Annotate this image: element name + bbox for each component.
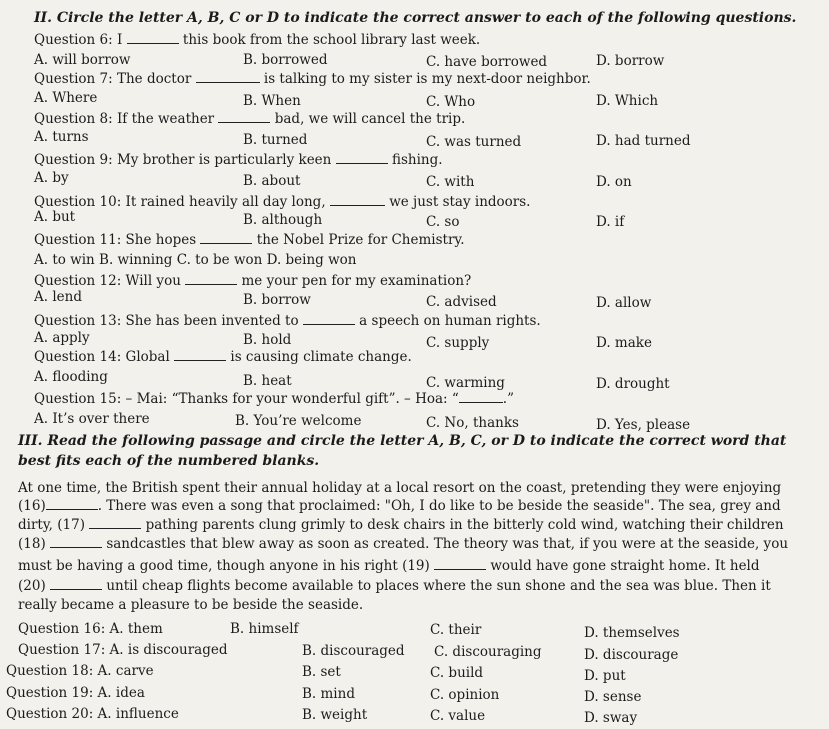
option-d: D. put — [584, 668, 626, 684]
question-18-option-a: Question 18: A. carve — [6, 663, 154, 679]
option-b: B. although — [243, 212, 323, 228]
option-d: D. themselves — [584, 625, 680, 641]
question-11 — [34, 231, 465, 249]
answer-blank — [330, 193, 385, 206]
option-b: B. borrowed — [243, 52, 328, 68]
option-a: A. It’s over there — [34, 411, 150, 427]
question-13 — [34, 312, 541, 330]
answer-blank — [46, 497, 98, 510]
option-a: A. apply — [34, 330, 90, 346]
option-c: C. with — [426, 174, 475, 190]
option-c: C. build — [430, 665, 484, 681]
question-text: me your pen for my examination? — [241, 273, 472, 289]
passage-line — [18, 535, 788, 553]
answer-blank — [196, 70, 260, 83]
answer-blank — [127, 31, 179, 44]
question-text: .” — [502, 391, 514, 407]
question-text: Question 10: It rained heavily all day long, — [34, 194, 326, 210]
question-text: we just stay indoors. — [389, 194, 531, 210]
question-20-option-a: Question 20: A. influence — [6, 706, 179, 722]
passage-text: (18) — [18, 536, 46, 552]
option-a: A. will borrow — [34, 52, 131, 68]
option-d: D. Which — [596, 93, 659, 109]
question-text: is causing climate change. — [230, 349, 412, 365]
option-c: C. so — [426, 214, 460, 230]
passage-text: sandcastles that blew away as soon as created. The theory was that, if you were at the seaside, you — [106, 536, 789, 552]
answer-blank — [185, 272, 237, 285]
option-b: B. turned — [243, 132, 308, 148]
option-a: A. but — [34, 209, 76, 225]
passage-text: dirty, (17) — [18, 517, 85, 533]
option-c: C. value — [430, 708, 486, 724]
question-17-option-a: Question 17: A. is discouraged — [18, 642, 228, 658]
question-text: Question 7: The doctor — [34, 71, 192, 87]
answer-blank — [303, 312, 355, 325]
answer-blank — [174, 348, 226, 361]
option-d: D. Yes, please — [596, 417, 691, 433]
question-text: the Nobel Prize for Chemistry. — [256, 232, 465, 248]
section-3-heading-cont: best fits each of the numbered blanks. — [18, 453, 320, 469]
question-12 — [34, 272, 471, 290]
option-c: C. their — [430, 622, 482, 638]
option-d: D. allow — [596, 295, 652, 311]
question-text: Question 13: She has been invented to — [34, 313, 299, 329]
option-c: C. was turned — [426, 134, 522, 150]
option-d: D. sense — [584, 689, 642, 705]
option-a: A. lend — [34, 289, 82, 305]
passage-line — [18, 497, 781, 515]
answer-blank — [50, 577, 102, 590]
option-a: A. flooding — [34, 369, 108, 385]
question-8 — [34, 110, 465, 128]
passage-text: would have gone straight home. It held — [490, 558, 760, 574]
option-b: B. discouraged — [302, 643, 405, 659]
question-text: Question 15: – Mai: “Thanks for your wonderful gift”. – Hoa: “ — [34, 391, 459, 407]
passage-text: pathing parents clung grimly to desk chairs in the bitterly cold wind, watching their children — [145, 517, 784, 533]
option-b: B. hold — [243, 332, 292, 348]
question-text: Question 12: Will you — [34, 273, 181, 289]
option-b: B. himself — [230, 621, 299, 637]
option-c: C. Who — [426, 94, 476, 110]
option-c: C. advised — [426, 294, 497, 310]
answer-blank — [434, 557, 486, 570]
question-text: this book from the school library last week. — [182, 32, 481, 48]
option-a: A. Where — [34, 90, 98, 106]
passage-line — [18, 516, 784, 534]
question-text: fishing. — [391, 152, 443, 168]
option-d: D. drought — [596, 376, 670, 392]
question-16-option-a: Question 16: A. them — [18, 621, 163, 637]
option-a: A. turns — [34, 129, 89, 145]
answer-blank — [200, 231, 252, 244]
question-19-option-a: Question 19: A. idea — [6, 685, 145, 701]
option-c: C. No, thanks — [426, 415, 519, 431]
passage-text: must be having a good time, though anyone in his right (19) — [18, 558, 430, 574]
question-text: a speech on human rights. — [359, 313, 541, 329]
option-c: C. have borrowed — [426, 54, 548, 70]
passage-line — [18, 577, 771, 595]
passage-line: At one time, the British spent their annual holiday at a local resort on the coast, pretending they were enjoying — [18, 480, 782, 496]
answer-blank — [50, 535, 102, 548]
question-10 — [34, 193, 530, 211]
question-9 — [34, 151, 443, 169]
answer-blank — [459, 390, 503, 403]
option-d: D. if — [596, 214, 625, 230]
question-text: Question 8: If the weather — [34, 111, 215, 127]
passage-text: (16) — [18, 498, 46, 514]
option-c: C. supply — [426, 335, 490, 351]
option-b: B. about — [243, 173, 301, 189]
section-2-heading: II. Circle the letter A, B, C or D to indicate the correct answer to each of the following questions. — [34, 10, 797, 26]
question-text: Question 11: She hopes — [34, 232, 197, 248]
option-b: B. weight — [302, 707, 368, 723]
option-b: B. heat — [243, 373, 292, 389]
question-text: Question 6: I — [34, 32, 123, 48]
passage-line — [18, 557, 760, 575]
option-b: B. When — [243, 93, 301, 109]
question-text: bad, we will cancel the trip. — [274, 111, 466, 127]
passage-text: until cheap flights become available to places where the sun shone and the sea was blue. Then it — [106, 578, 771, 594]
option-b: B. borrow — [243, 292, 311, 308]
question-7 — [34, 70, 591, 88]
passage-text: . There was even a song that proclaimed: "Oh, I do like to be beside the seaside". The sea, grey and — [97, 498, 781, 514]
question-14 — [34, 348, 412, 366]
question-6 — [34, 31, 480, 49]
passage-text: (20) — [18, 578, 46, 594]
option-d: D. discourage — [584, 647, 679, 663]
option-b: B. set — [302, 664, 341, 680]
option-a: A. by — [34, 170, 69, 186]
question-15 — [34, 390, 514, 408]
option-d: D. on — [596, 174, 632, 190]
option-c: C. discouraging — [434, 644, 542, 660]
answer-blank — [336, 151, 388, 164]
answer-blank — [89, 516, 141, 529]
option-d: D. borrow — [596, 53, 665, 69]
passage-line: really became a pleasure to be beside the seaside. — [18, 597, 364, 613]
option-b: B. You’re welcome — [235, 413, 362, 429]
options-line: A. to win B. winning C. to be won D. being won — [34, 252, 357, 268]
section-3-heading: III. Read the following passage and circle the letter A, B, C, or D to indicate the correct word that — [18, 433, 787, 449]
option-c: C. warming — [426, 375, 505, 391]
option-d: D. make — [596, 335, 652, 351]
question-text: is talking to my sister is my next-door neighbor. — [263, 71, 591, 87]
question-text: Question 9: My brother is particularly keen — [34, 152, 332, 168]
option-b: B. mind — [302, 686, 355, 702]
answer-blank — [218, 110, 270, 123]
option-d: D. sway — [584, 710, 638, 726]
question-text: Question 14: Global — [34, 349, 170, 365]
option-d: D. had turned — [596, 133, 691, 149]
option-c: C. opinion — [430, 687, 500, 703]
